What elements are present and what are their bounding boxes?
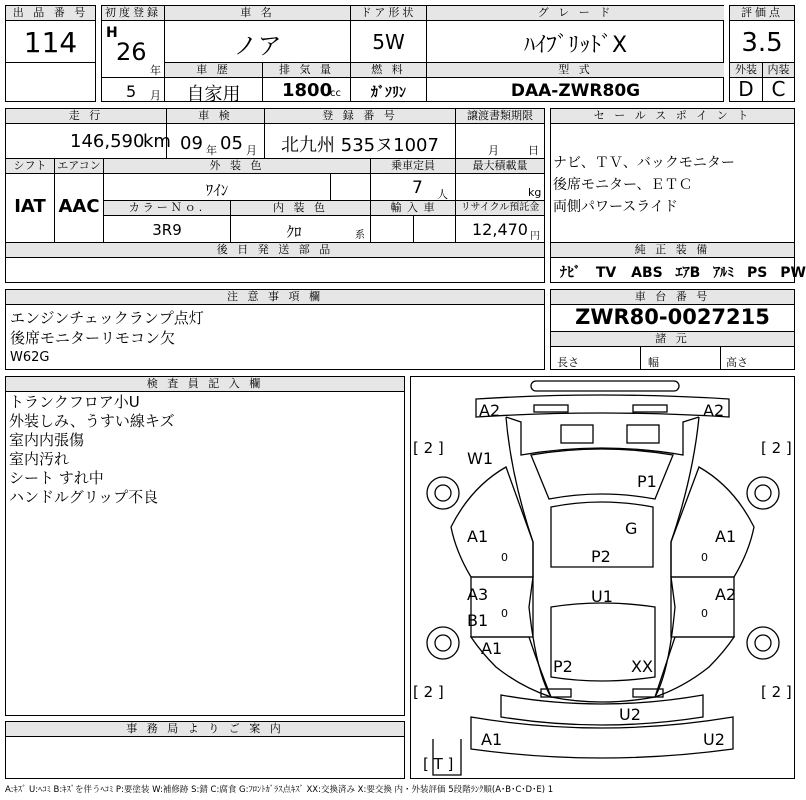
damage-mark: A2 [479,401,501,420]
inspection-year: 09 [180,133,203,154]
capacity-label: 乗車定員 [371,159,455,174]
shift: IAT [14,196,46,217]
door-label: ドア形状 [351,6,426,21]
equip-navi: ﾅﾋﾞ [560,265,581,281]
damage-mark: U2 [703,730,725,749]
damage-mark: A1 [715,527,737,546]
zero-mark: 0 [701,607,708,620]
equip-abs: ABS [631,265,663,281]
tire-label: [ 2 ] [413,439,444,457]
inspector-line: シート すれ中 [9,469,104,487]
spare-label: [ T ] [423,755,454,773]
tire-label: [ 2 ] [761,439,792,457]
damage-mark: A1 [481,639,503,658]
score: 3.5 [741,28,783,58]
inspector-line: ハンドルグリップ不良 [9,488,159,506]
displacement-unit: cc [330,88,341,99]
damage-mark: P1 [637,472,657,491]
plate-label: 登 録 番 号 [265,109,455,124]
load-label: 最大積載量 [456,159,544,174]
inspection-month: 05 [220,133,243,154]
equipment-label: 純 正 装 備 [551,243,794,258]
damage-mark: A1 [467,527,489,546]
damage-mark: A2 [715,585,737,604]
length-label: 長さ [557,356,579,369]
car-name-label: 車 名 [165,6,350,21]
transfer-month-unit: 月 [488,144,499,157]
inspection-label: 車 検 [167,109,264,124]
era: H [106,25,118,41]
reg-month: 5 [126,82,137,101]
exterior-label: 外装 [730,63,762,78]
office-label: 事 務 局 よ り ご 案 内 [6,722,404,737]
door-type: 5W [372,30,405,54]
fuel: ｶﾞｿﾘﾝ [371,85,406,101]
damage-mark: G [625,519,638,538]
inspector-line: トランクフロア小U [9,393,140,411]
ac-label: エアコン [55,159,103,174]
caution-line: 後席モニターリモコン欠 [10,329,176,347]
equip-alloy: ｱﾙﾐ [713,265,735,281]
damage-mark: A2 [703,401,725,420]
recycle-unit: 円 [530,231,540,242]
zero-mark: 0 [501,607,508,620]
model-label: 型 式 [427,63,724,78]
zero-mark: 0 [701,551,708,564]
tire-label: [ 2 ] [413,683,444,701]
interior-color-unit: 系 [355,230,365,241]
damage-mark: U2 [619,705,641,724]
color-label: 外 装 色 [104,159,370,174]
capacity-unit: 人 [437,188,448,201]
equip-airbag: ｴｱB [675,265,701,281]
caution-lines [10,308,204,368]
mileage-unit: km [143,131,171,152]
reg-year: 26 [116,38,147,66]
zero-mark: 0 [501,551,508,564]
width-label: 幅 [648,356,659,369]
car-outline [411,377,794,778]
tire-label: [ 2 ] [761,683,792,701]
inspector-line: 外装しみ、うすい線キズ [9,412,175,430]
equip-tv: TV [595,265,617,281]
caution-line: エンジンチェックランプ点灯 [10,309,204,327]
damage-mark: U1 [591,587,613,606]
damage-mark: A1 [481,730,503,749]
displacement-label: 排 気 量 [263,63,350,78]
interior-color-label: 内 装 色 [231,201,370,216]
inspector-lines [9,393,175,507]
sales-points-lines [553,152,735,218]
air-conditioner: AAC [58,196,100,217]
recycle-fee: 12,470 [472,220,528,239]
inspection-month-unit: 月 [246,144,257,157]
displacement: 1800 [282,80,333,101]
chassis-number: ZWR80-0027215 [575,305,770,329]
lot-number-label: 出 品 番 号 [6,6,95,21]
load-unit: kg [528,186,542,199]
mileage-label: 走 行 [6,109,166,124]
month-unit: 月 [150,89,161,102]
first-reg-label: 初度登録 [102,6,164,21]
height-label: 高さ [726,356,748,369]
history-label: 車 歴 [165,63,262,78]
history: 自家用 [186,84,241,105]
fuel-label: 燃 料 [351,63,426,78]
score-label: 評価点 [730,6,794,21]
damage-mark: A3 [467,585,489,604]
color-number: 3R9 [152,221,182,239]
import-label: 輸 入 車 [371,201,455,216]
interior-color: ｸﾛ [286,223,302,241]
damage-mark: B1 [467,611,489,630]
damage-mark: XX [631,657,653,676]
equip-pw: PW [780,265,806,281]
later-parts-label: 後 日 発 送 部 品 [6,243,544,258]
inspection-year-unit: 年 [206,144,217,157]
lot-number-box [5,5,96,102]
spec-label: 諸 元 [551,332,794,347]
year-unit: 年 [150,64,161,77]
color-number-label: カラーＮｏ. [104,201,230,216]
caution-label: 注 意 事 項 欄 [6,290,544,305]
damage-mark: P2 [591,547,611,566]
damage-diagram [410,376,795,779]
chassis-label: 車 台 番 号 [551,290,794,305]
recycle-label: リサイクル預託金 [456,201,544,216]
sales-point-line: 後席モニター、ＥＴＣ [553,177,693,193]
transfer-label: 譲渡書類期限 [456,109,544,124]
shift-label: シフト [6,159,54,174]
sales-point-line: ナビ、ＴＶ、バックモニター [553,155,735,171]
grade: ﾊｲﾌﾞﾘｯﾄﾞX [523,33,628,58]
sales-point-line: 両側パワースライド [553,199,678,215]
sales-points-label: セ ー ル ス ポ イ ン ト [551,109,794,124]
exterior-grade: D [738,77,754,101]
inspector-line: 室内内張傷 [9,431,85,449]
inspector-label: 検 査 員 記 入 欄 [6,377,404,392]
caution-line: W62G [10,350,50,365]
model: DAA-ZWR80G [510,81,641,101]
equipment-list [560,262,806,282]
exterior-color: ﾜｲﾝ [205,181,229,199]
interior-grade: C [771,77,786,101]
car-name: ノア [233,32,282,60]
grade-label: グ レ ー ド [427,6,724,21]
capacity: 7 [412,178,423,198]
damage-mark: P2 [553,657,573,676]
transfer-day-unit: 日 [528,144,539,157]
lot-number: 114 [23,26,78,59]
interior-label: 内装 [763,63,794,78]
inspector-line: 室内汚れ [9,450,70,468]
damage-mark: W1 [467,449,493,468]
equip-ps: PS [747,265,768,281]
mileage: 146,590 [70,131,145,152]
legend: A:ｷｽﾞ U:ﾍｺﾐ B:ｷｽﾞを伴うﾍｺﾐ P:要塗装 W:補修跡 S:錆 C:腐食 G:ﾌﾛﾝﾄｶﾞﾗｽ点ｷｽﾞ XX:交換済み X:要交換 内・外装評価 5段階ﾗﾝｸ順(A･B･C･D･E) 1 [5,785,554,795]
plate-number: 北九州 535ヌ1007 [281,135,439,156]
